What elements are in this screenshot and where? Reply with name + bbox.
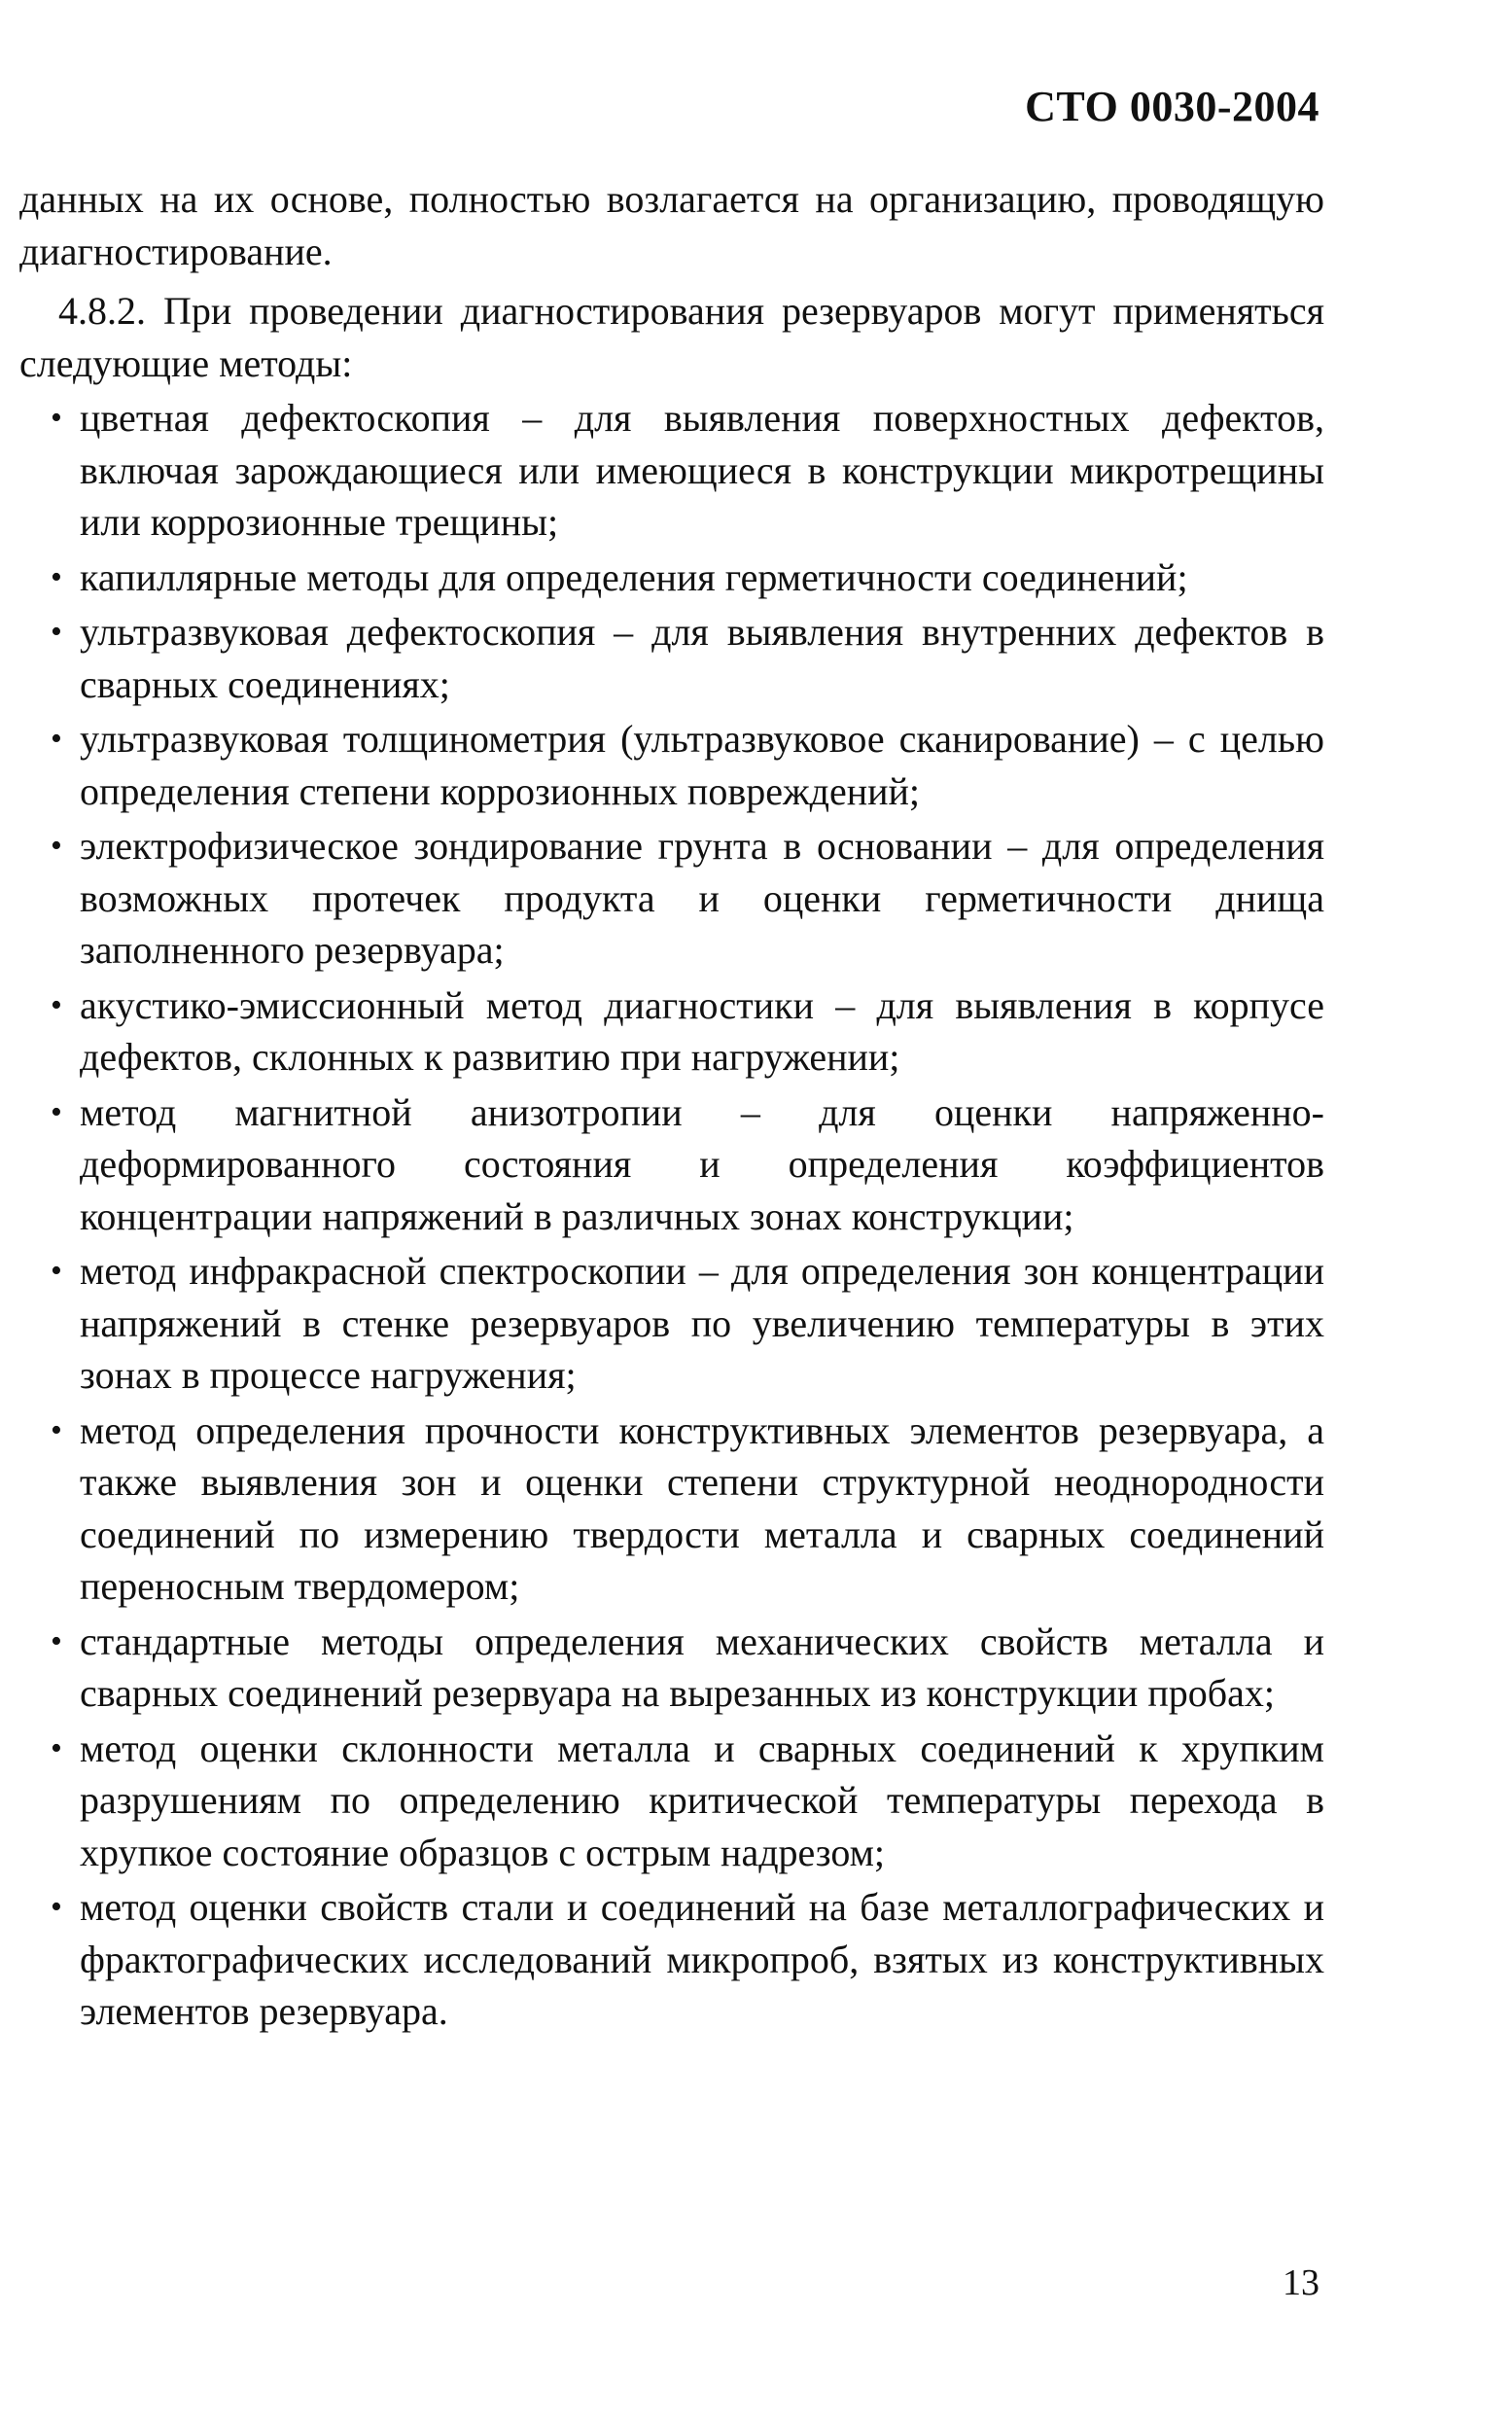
method-list-item: • метод магнитной анизотропии – для оценки напряженно-деформированного состояния и определения коэффициентов концентрации напряжений в различных зонах конструкции;	[19, 1086, 1324, 1243]
continuation-paragraph: данных на их основе, полностью возлагается на организацию, проводящую диагностирование.	[19, 177, 1324, 273]
methods-list	[19, 392, 1324, 2038]
document-body	[19, 173, 1324, 2038]
section-intro: При проведении диагностирования резервуаров могут применяться следующие методы:	[19, 289, 1324, 385]
method-list-item: • цветная дефектоскопия – для выявления поверхностных дефектов, включая зарождающиеся или имеющиеся в конструкции микротрещины или коррозионные трещины;	[19, 392, 1324, 549]
method-list-item: • метод оценки склонности металла и сварных соединений к хрупким разрушениям по определению критической температуры перехода в хрупкое состояние образцов с острым надрезом;	[19, 1723, 1324, 1879]
page-number: 13	[1283, 2262, 1319, 2303]
method-list-item: • метод инфракрасной спектроскопии – для определения зон концентрации напряжений в стенке резервуаров по увеличению температуры в этих зонах в процессе нагружения;	[19, 1245, 1324, 1402]
section-number: 4.8.2.	[58, 289, 146, 333]
method-list-item: • метод определения прочности конструктивных элементов резервуара, а также выявления зон и оценки степени структурной неоднородности соединений по измерению твердости металла и сварных соединений переносным твердомером;	[19, 1405, 1324, 1613]
document-code: СТО 0030-2004	[1025, 83, 1319, 130]
method-list-item: • метод оценки свойств стали и соединений на базе металлографических и фрактографических исследований микропроб, взятых из конструктивных элементов резервуара.	[19, 1881, 1324, 2038]
method-list-item: • стандартные методы определения механических свойств металла и сварных соединений резервуара на вырезанных из конструкции пробах;	[19, 1616, 1324, 1720]
method-list-item: • акустико-эмиссионный метод диагностики – для выявления в корпусе дефектов, склонных к развитию при нагружении;	[19, 979, 1324, 1084]
method-list-item: • электрофизическое зондирование грунта в основании – для определения возможных протечек продукта и оценки герметичности днища заполненного резервуара;	[19, 820, 1324, 977]
method-list-item: • капиллярные методы для определения герметичности соединений;	[19, 552, 1324, 604]
section-paragraph	[19, 285, 1324, 389]
method-list-item: • ультразвуковая толщинометрия (ультразвуковое сканирование) – с целью определения степени коррозионных повреждений;	[19, 713, 1324, 817]
method-list-item: • ультразвуковая дефектоскопия – для выявления внутренних дефектов в сварных соединениях;	[19, 606, 1324, 710]
